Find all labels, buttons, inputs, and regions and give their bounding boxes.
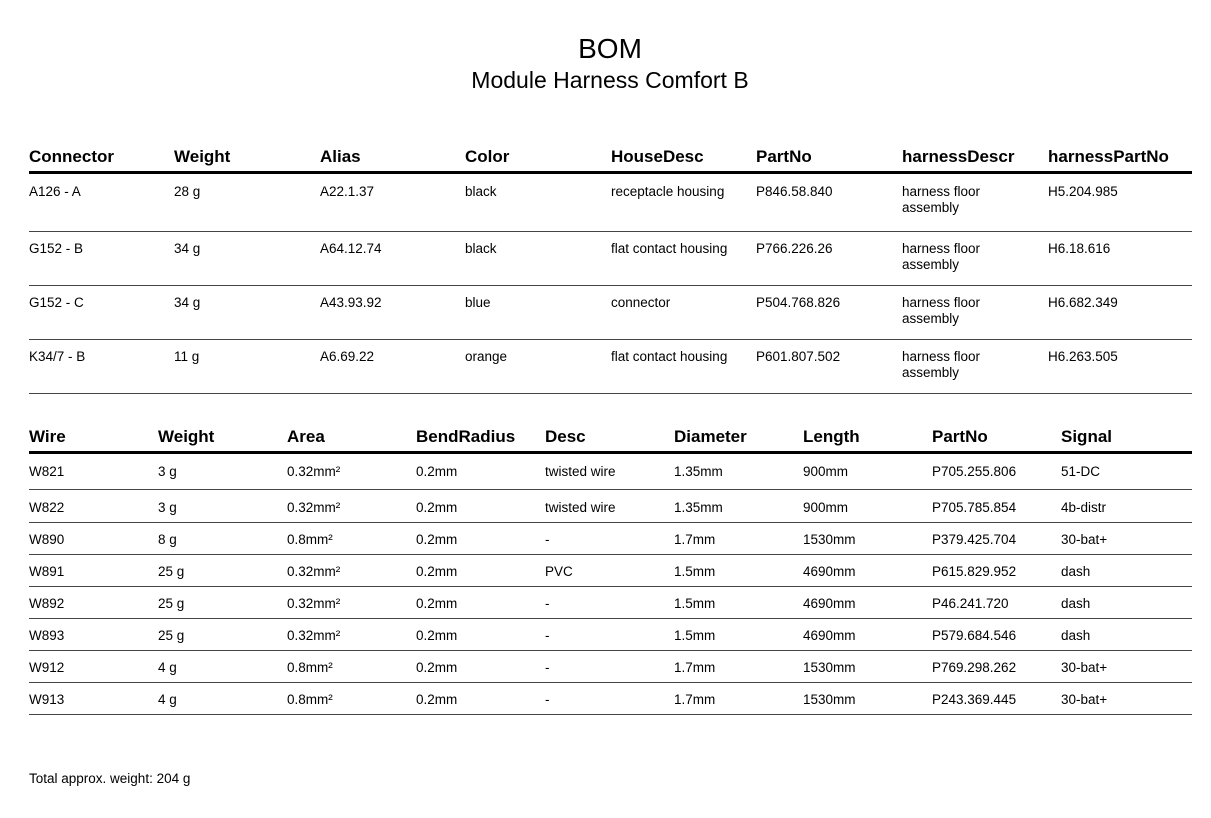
- wire-cell: 900mm: [803, 490, 932, 523]
- wire-cell: 30-bat+: [1061, 651, 1192, 683]
- page-subtitle: Module Harness Comfort B: [471, 67, 749, 93]
- wire-table-header: [29, 425, 1192, 453]
- connector-column-header: Weight: [174, 145, 320, 173]
- connector-cell: A22.1.37: [320, 173, 465, 232]
- connector-column-header: Connector: [29, 145, 174, 173]
- wire-cell: PVC: [545, 555, 674, 587]
- wire-cell: 1.35mm: [674, 453, 803, 490]
- wire-cell: 0.2mm: [416, 587, 545, 619]
- connector-row: [29, 286, 1192, 340]
- wire-cell: 1.5mm: [674, 555, 803, 587]
- wire-cell: 900mm: [803, 453, 932, 490]
- wire-cell: 51-DC: [1061, 453, 1192, 490]
- wire-cell: P379.425.704: [932, 523, 1061, 555]
- wire-cell: W892: [29, 587, 158, 619]
- wire-column-header: Signal: [1061, 425, 1192, 453]
- wire-cell: W821: [29, 453, 158, 490]
- wire-cell: 1.5mm: [674, 587, 803, 619]
- connector-cell: black: [465, 173, 611, 232]
- wire-cell: 8 g: [158, 523, 287, 555]
- wire-cell: 3 g: [158, 453, 287, 490]
- wire-cell: 0.8mm²: [287, 651, 416, 683]
- wire-cell: P579.684.546: [932, 619, 1061, 651]
- wire-row: [29, 523, 1192, 555]
- connector-table: [29, 145, 1192, 394]
- wire-row: [29, 651, 1192, 683]
- wire-row: [29, 555, 1192, 587]
- wire-cell: W890: [29, 523, 158, 555]
- connector-cell: G152 - B: [29, 232, 174, 286]
- connector-row: [29, 232, 1192, 286]
- wire-cell: 25 g: [158, 587, 287, 619]
- wire-cell: P46.241.720: [932, 587, 1061, 619]
- wire-cell: 30-bat+: [1061, 683, 1192, 715]
- connector-row: [29, 340, 1192, 394]
- connector-cell: H6.18.616: [1048, 232, 1192, 286]
- wire-row: [29, 490, 1192, 523]
- wire-cell: 0.8mm²: [287, 523, 416, 555]
- wire-cell: 1530mm: [803, 683, 932, 715]
- wire-cell: 4690mm: [803, 619, 932, 651]
- wire-cell: 0.8mm²: [287, 683, 416, 715]
- total-weight: Total approx. weight: 204 g: [29, 771, 191, 786]
- connector-cell: A64.12.74: [320, 232, 465, 286]
- wire-cell: 0.2mm: [416, 490, 545, 523]
- connector-cell: P601.807.502: [756, 340, 902, 394]
- connector-column-header: harnessPartNo: [1048, 145, 1192, 173]
- wire-cell: 25 g: [158, 555, 287, 587]
- connector-cell: connector: [611, 286, 756, 340]
- wire-cell: 0.32mm²: [287, 453, 416, 490]
- wire-row: [29, 587, 1192, 619]
- connector-cell: 34 g: [174, 232, 320, 286]
- wire-cell: W822: [29, 490, 158, 523]
- wire-column-header: Diameter: [674, 425, 803, 453]
- wire-row: [29, 453, 1192, 490]
- connector-cell: H5.204.985: [1048, 173, 1192, 232]
- wire-cell: P615.829.952: [932, 555, 1061, 587]
- connector-cell: H6.263.505: [1048, 340, 1192, 394]
- wire-cell: 0.32mm²: [287, 587, 416, 619]
- wire-cell: 1530mm: [803, 651, 932, 683]
- wire-cell: dash: [1061, 587, 1192, 619]
- wire-cell: twisted wire: [545, 453, 674, 490]
- connector-cell: A6.69.22: [320, 340, 465, 394]
- wire-cell: 3 g: [158, 490, 287, 523]
- connector-row: [29, 173, 1192, 232]
- wire-cell: 4 g: [158, 683, 287, 715]
- wire-cell: 1530mm: [803, 523, 932, 555]
- wire-cell: 1.7mm: [674, 523, 803, 555]
- connector-cell: orange: [465, 340, 611, 394]
- wire-column-header: BendRadius: [416, 425, 545, 453]
- connector-cell: G152 - C: [29, 286, 174, 340]
- wire-table: [29, 425, 1192, 715]
- wire-cell: -: [545, 683, 674, 715]
- connector-cell: P846.58.840: [756, 173, 902, 232]
- connector-cell: A43.93.92: [320, 286, 465, 340]
- wire-cell: 1.7mm: [674, 683, 803, 715]
- wire-row: [29, 683, 1192, 715]
- wire-cell: -: [545, 651, 674, 683]
- wire-cell: 4b-distr: [1061, 490, 1192, 523]
- connector-column-header: harnessDescr: [902, 145, 1048, 173]
- wire-cell: 0.32mm²: [287, 490, 416, 523]
- connector-cell: K34/7 - B: [29, 340, 174, 394]
- wire-cell: W893: [29, 619, 158, 651]
- connector-table-header: [29, 145, 1192, 173]
- connector-cell: 34 g: [174, 286, 320, 340]
- wire-cell: P705.255.806: [932, 453, 1061, 490]
- connector-cell: harness floor assembly: [902, 340, 1048, 394]
- wire-cell: W891: [29, 555, 158, 587]
- wire-cell: 30-bat+: [1061, 523, 1192, 555]
- wire-cell: 25 g: [158, 619, 287, 651]
- wire-cell: twisted wire: [545, 490, 674, 523]
- wire-column-header: Desc: [545, 425, 674, 453]
- wire-cell: 0.2mm: [416, 555, 545, 587]
- connector-cell: harness floor assembly: [902, 173, 1048, 232]
- wire-cell: -: [545, 619, 674, 651]
- connector-cell: A126 - A: [29, 173, 174, 232]
- connector-cell: 28 g: [174, 173, 320, 232]
- connector-column-header: PartNo: [756, 145, 902, 173]
- connector-cell: 11 g: [174, 340, 320, 394]
- wire-cell: 0.2mm: [416, 651, 545, 683]
- wire-cell: 0.32mm²: [287, 555, 416, 587]
- connector-cell: P504.768.826: [756, 286, 902, 340]
- wire-cell: W913: [29, 683, 158, 715]
- connector-cell: harness floor assembly: [902, 286, 1048, 340]
- wire-cell: 0.2mm: [416, 523, 545, 555]
- connector-cell: black: [465, 232, 611, 286]
- wire-cell: 1.7mm: [674, 651, 803, 683]
- wire-cell: 1.35mm: [674, 490, 803, 523]
- wire-column-header: Area: [287, 425, 416, 453]
- wire-column-header: PartNo: [932, 425, 1061, 453]
- wire-column-header: Length: [803, 425, 932, 453]
- connector-cell: blue: [465, 286, 611, 340]
- page-title: BOM: [578, 33, 642, 64]
- wire-cell: -: [545, 523, 674, 555]
- connector-cell: H6.682.349: [1048, 286, 1192, 340]
- wire-cell: P769.298.262: [932, 651, 1061, 683]
- wire-cell: 0.32mm²: [287, 619, 416, 651]
- wire-cell: dash: [1061, 619, 1192, 651]
- wire-cell: dash: [1061, 555, 1192, 587]
- connector-cell: receptacle housing: [611, 173, 756, 232]
- wire-column-header: Weight: [158, 425, 287, 453]
- connector-cell: flat contact housing: [611, 340, 756, 394]
- wire-column-header: Wire: [29, 425, 158, 453]
- wire-row: [29, 619, 1192, 651]
- wire-cell: 4690mm: [803, 555, 932, 587]
- wire-cell: -: [545, 587, 674, 619]
- connector-column-header: HouseDesc: [611, 145, 756, 173]
- wire-cell: W912: [29, 651, 158, 683]
- wire-cell: 0.2mm: [416, 619, 545, 651]
- wire-cell: 1.5mm: [674, 619, 803, 651]
- wire-cell: P705.785.854: [932, 490, 1061, 523]
- connector-column-header: Color: [465, 145, 611, 173]
- connector-cell: flat contact housing: [611, 232, 756, 286]
- connector-cell: harness floor assembly: [902, 232, 1048, 286]
- wire-cell: 0.2mm: [416, 683, 545, 715]
- wire-cell: 4690mm: [803, 587, 932, 619]
- wire-cell: 0.2mm: [416, 453, 545, 490]
- wire-cell: P243.369.445: [932, 683, 1061, 715]
- connector-column-header: Alias: [320, 145, 465, 173]
- wire-cell: 4 g: [158, 651, 287, 683]
- connector-cell: P766.226.26: [756, 232, 902, 286]
